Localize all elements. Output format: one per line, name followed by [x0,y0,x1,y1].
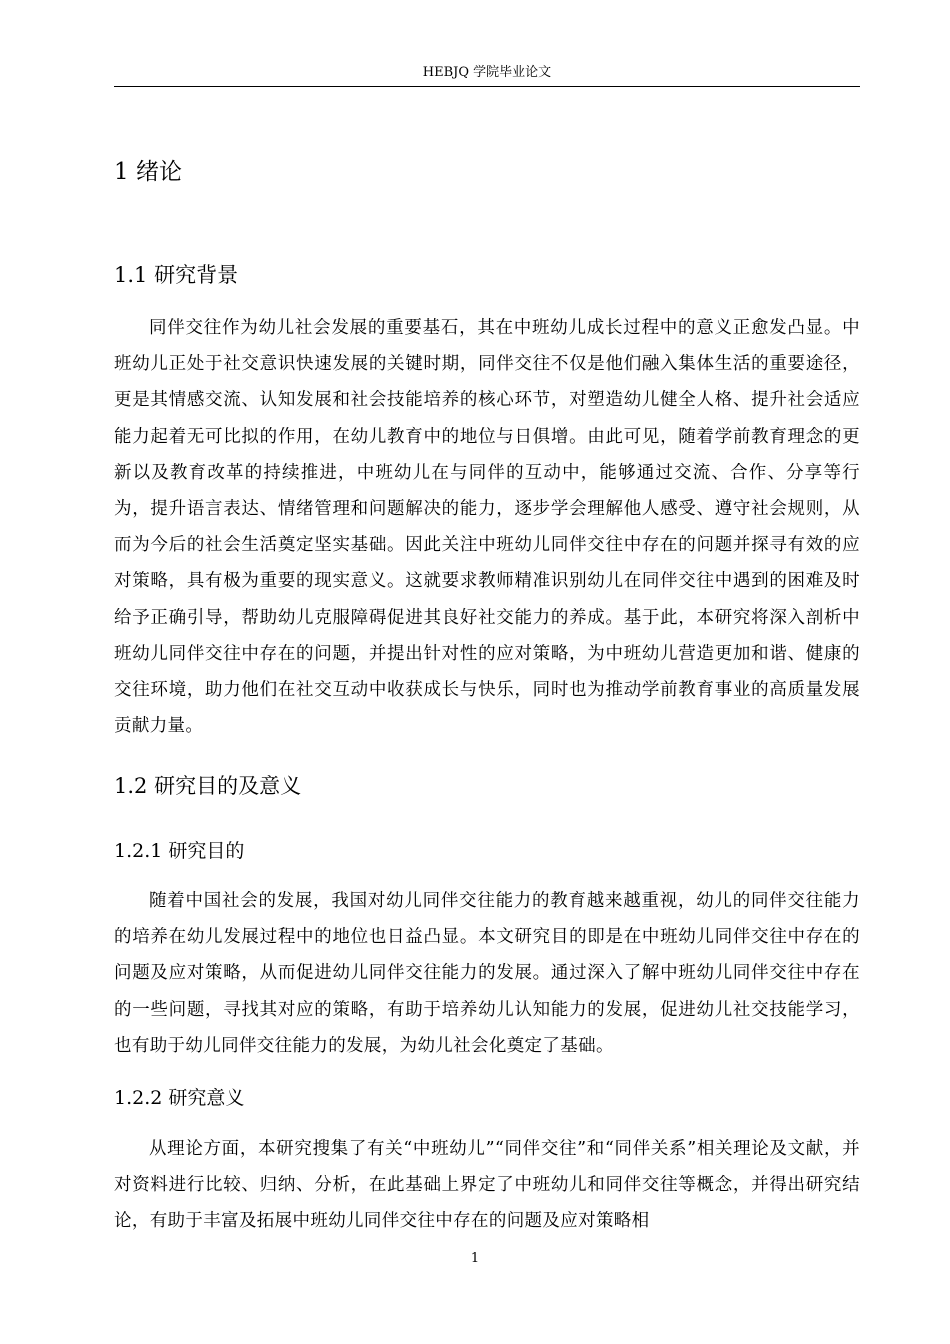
section-1-1-paragraph: 同伴交往作为幼儿社会发展的重要基石，其在中班幼儿成长过程中的意义正愈发凸显。中班幼儿正处于社交意识快速发展的关键时期，同伴交往不仅是他们融入集体生活的重要途径，更是其情感交流、认知发展和社会技能培养的核心环节，对塑造幼儿健全人格、提升社会适应能力起着无可比拟的作用，在幼儿教育中的地位与日俱增。由此可见，随着学前教育理念的更新以及教育改革的持续推进，中班幼儿在与同伴的互动中，能够通过交流、合作、分享等行为，提升语言表达、情绪管理和问题解决的能力，逐步学会理解他人感受、遵守社会规则，从而为今后的社会生活奠定坚实基础。因此关注中班幼儿同伴交往中存在的问题并探寻有效的应对策略，具有极为重要的现实意义。这就要求教师精准识别幼儿在同伴交往中遇到的困难及时给予正确引导，帮助幼儿克服障碍促进其良好社交能力的养成。基于此，本研究将深入剖析中班幼儿同伴交往中存在的问题，并提出针对性的应对策略，为中班幼儿营造更加和谐、健康的交往环境，助力他们在社交互动中收获成长与快乐，同时也为推动学前教育事业的高质量发展贡献力量。 [114,318,860,737]
section-1-2-1-paragraph: 随着中国社会的发展，我国对幼儿同伴交往能力的教育越来越重视，幼儿的同伴交往能力的培养在幼儿发展过程中的地位也日益凸显。本文研究目的即是在中班幼儿同伴交往中存在的问题及应对策略，从而促进幼儿同伴交往能力的发展。通过深入了解中班幼儿同伴交往中存在的一些问题，寻找其对应的策略，有助于培养幼儿认知能力的发展，促进幼儿社交技能学习，也有助于幼儿同伴交往能力的发展，为幼儿社会化奠定了基础。 [114,891,860,1056]
section-heading-1-2-1: 1.2.1 研究目的 [114,840,245,862]
section-1-2-2-paragraph: 从理论方面，本研究搜集了有关“中班幼儿”“同伴交往”和“同伴关系”相关理论及文献，并对资料进行比较、归纳、分析，在此基础上界定了中班幼儿和同伴交往等概念，并得出研究结论，有助于丰富及拓展中班幼儿同伴交往中存在的问题及应对策略相 [114,1139,860,1232]
chapter-title: 1 绪论 [114,159,182,185]
running-header: HEBJQ 学院毕业论文 [422,65,552,80]
page-number: 1 [470,1251,480,1266]
section-heading-1-2-2: 1.2.2 研究意义 [114,1087,245,1109]
header-divider [114,86,860,87]
section-heading-1-1: 1.1 研究背景 [114,263,239,287]
section-heading-1-2: 1.2 研究目的及意义 [114,774,302,798]
